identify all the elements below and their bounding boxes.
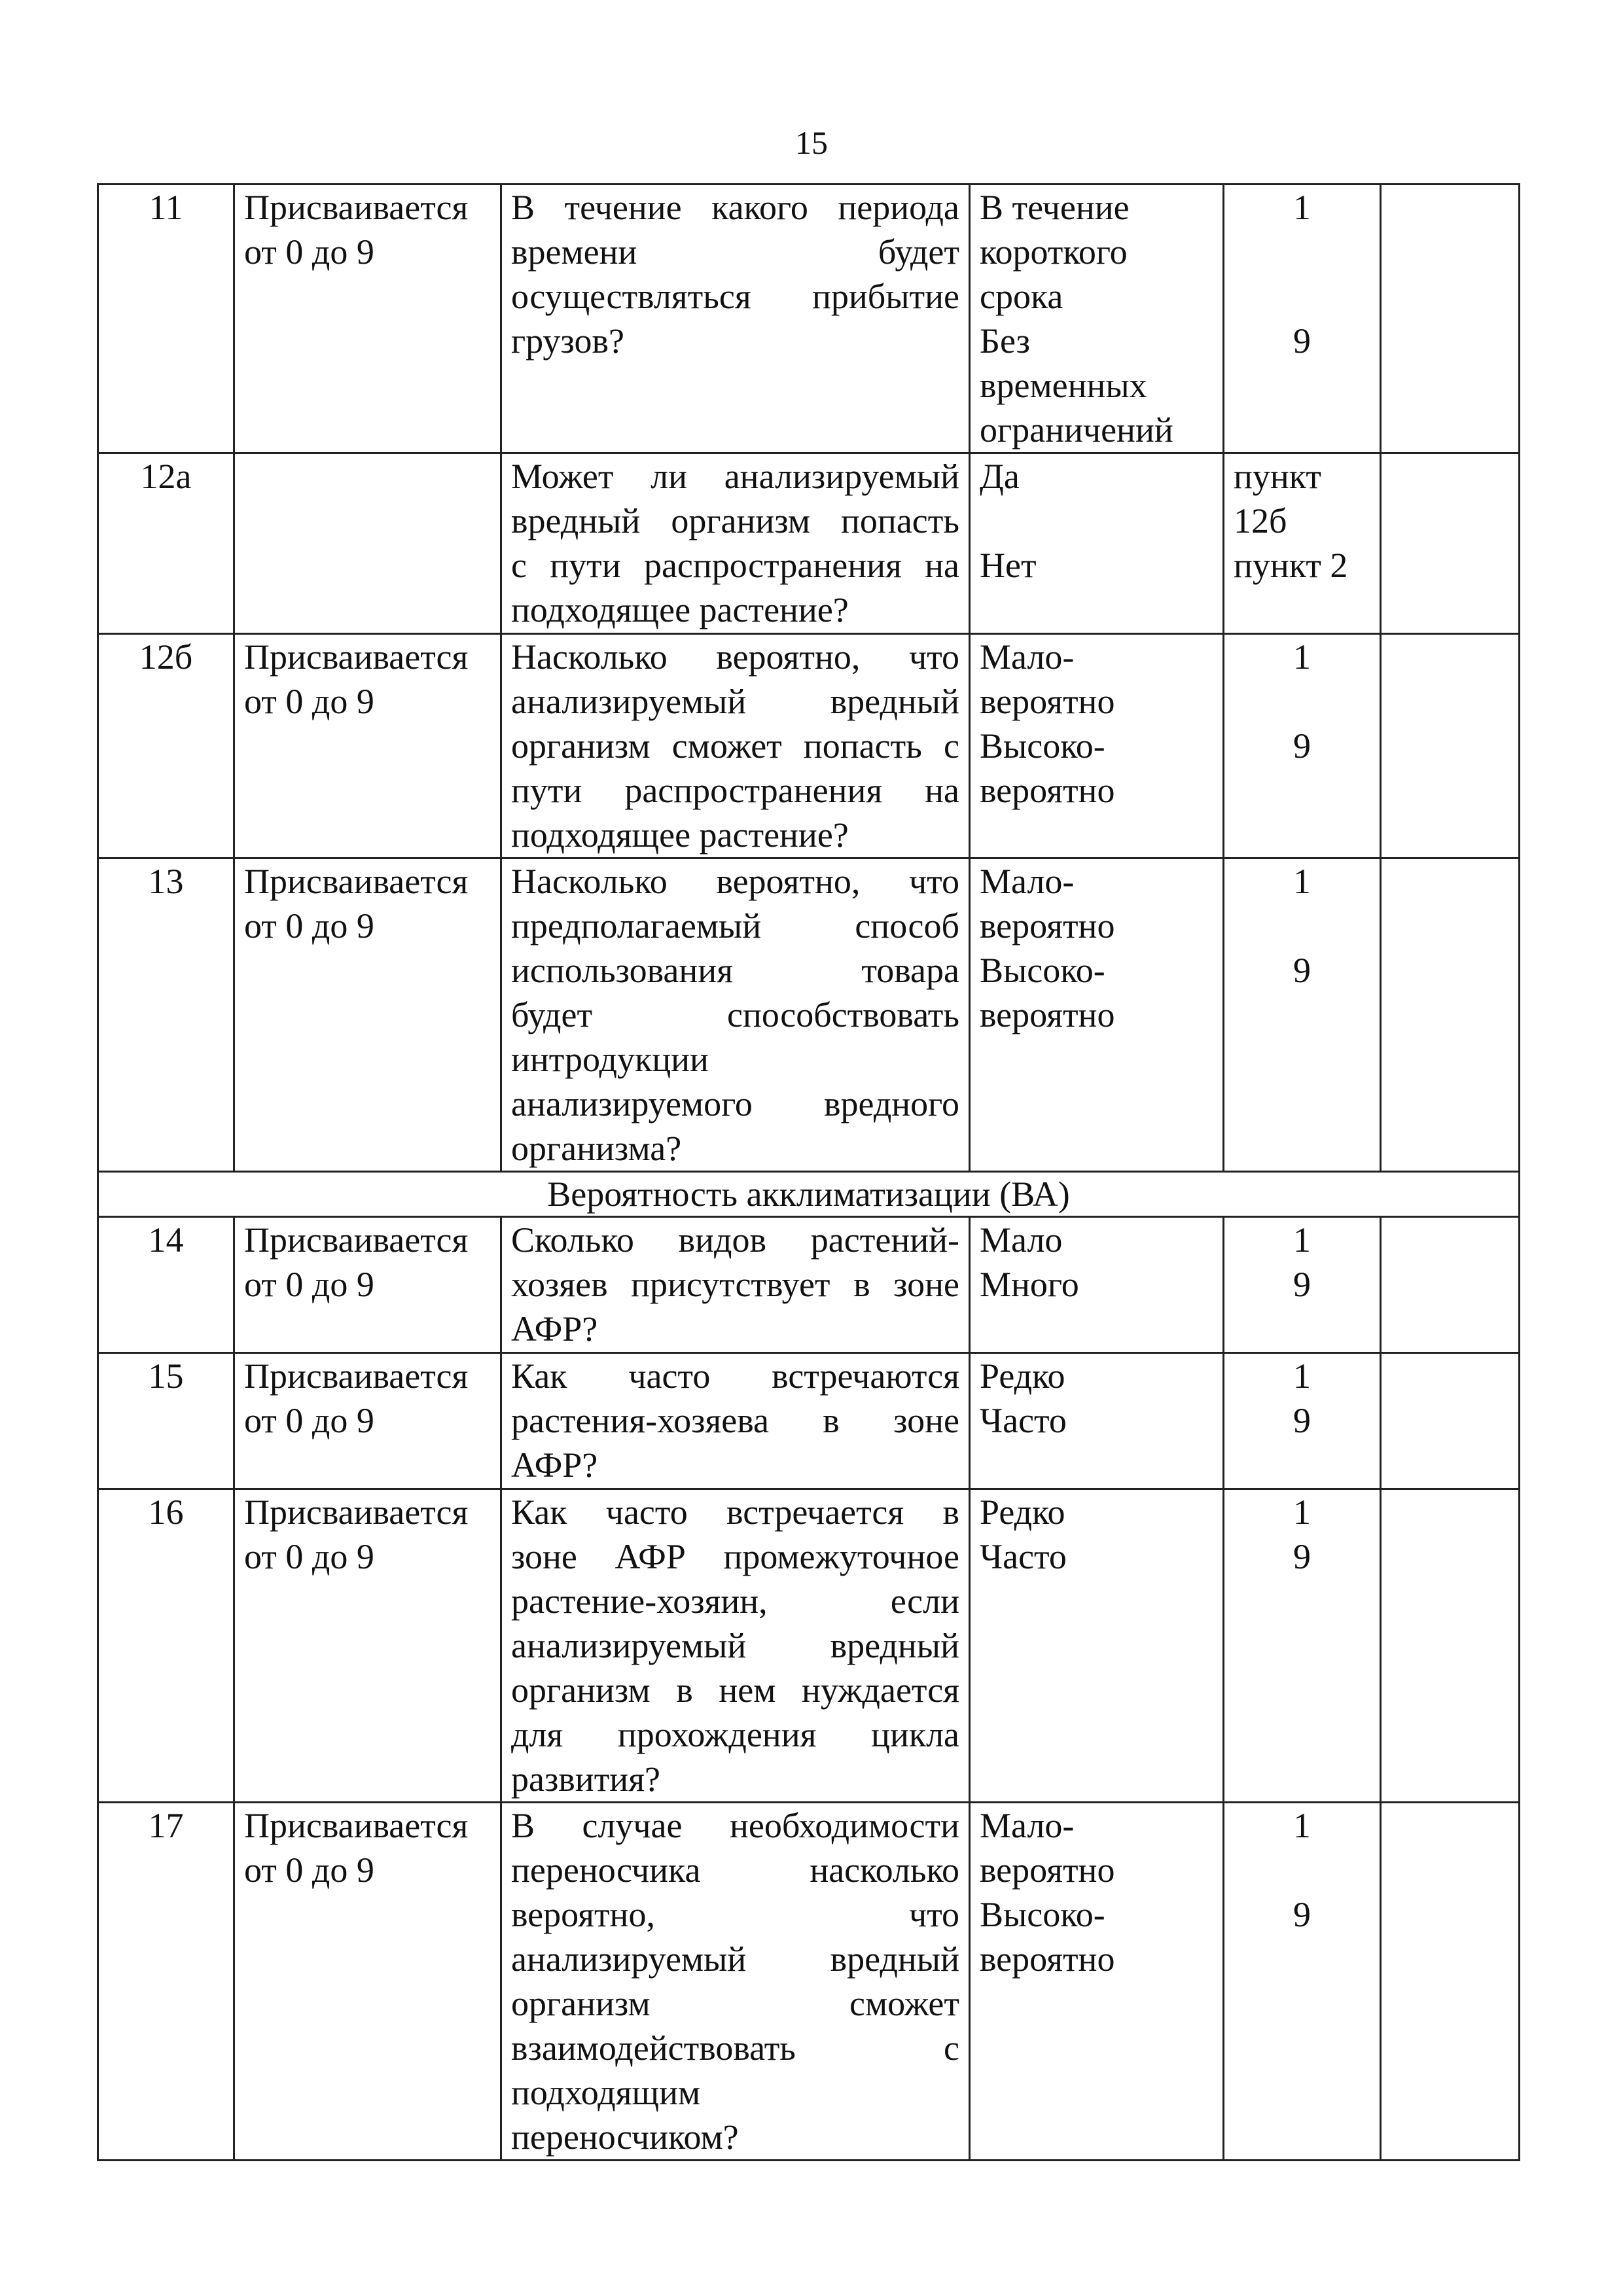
- score-value: [1234, 679, 1370, 724]
- answer-text: [980, 1757, 1213, 1801]
- answer-text: Высоко-: [980, 1895, 1105, 1934]
- question-text: пути распространения на: [511, 771, 959, 810]
- assign-text: Присваивается: [244, 1806, 469, 1845]
- row-number: 12б: [98, 634, 234, 858]
- question-cell: [501, 1353, 970, 1489]
- score-value: [1234, 1623, 1370, 1668]
- question-text: грузов?: [511, 321, 624, 361]
- answer-text: [980, 2070, 1213, 2115]
- question-cell: [501, 1489, 970, 1803]
- answer-text: вероятно: [980, 906, 1115, 945]
- table-row: [98, 453, 1520, 634]
- score-value: [1234, 1443, 1370, 1487]
- score-value: [1234, 363, 1370, 408]
- row-number: 12а: [98, 453, 234, 634]
- assign-cell: [234, 858, 501, 1172]
- answer-text: Много: [980, 1265, 1079, 1304]
- answer-text: [980, 1712, 1213, 1757]
- answer-cell: [970, 453, 1224, 634]
- section-row: [98, 1172, 1520, 1217]
- answer-text: Без: [980, 321, 1030, 361]
- question-text: использования товара: [511, 951, 959, 990]
- answer-text: [980, 1579, 1213, 1623]
- answer-text: ограничений: [980, 410, 1173, 450]
- question-text: интродукции: [511, 1040, 709, 1079]
- assign-text: Присваивается: [244, 862, 469, 901]
- answer-text: [980, 1126, 1213, 1171]
- question-text: с пути распространения на: [511, 546, 959, 585]
- question-text: развития?: [511, 1759, 660, 1799]
- score-value: 9: [1293, 1401, 1311, 1440]
- score-value: [1234, 2026, 1370, 2070]
- assign-cell: [234, 634, 501, 858]
- assign-text: от 0 до 9: [244, 1265, 374, 1304]
- row-number: 16: [98, 1489, 234, 1803]
- question-text: В случае необходимости: [511, 1806, 959, 1845]
- score-value: 1: [1293, 637, 1311, 677]
- answer-text: [980, 1668, 1213, 1712]
- score-cell: [1224, 1803, 1381, 2161]
- answer-text: [980, 813, 1213, 857]
- assign-text: от 0 до 9: [244, 1401, 374, 1440]
- table-row: [98, 185, 1520, 453]
- answer-text: [980, 1307, 1213, 1351]
- score-cell: [1224, 1353, 1381, 1489]
- assign-text: от 0 до 9: [244, 232, 374, 272]
- answer-text: вероятно: [980, 771, 1115, 810]
- score-value: 9: [1293, 1895, 1311, 1934]
- answer-text: Мало-: [980, 637, 1075, 677]
- answer-text: [980, 1981, 1213, 2026]
- answer-cell: [970, 1489, 1224, 1803]
- score-value: [1234, 1307, 1370, 1351]
- answer-text: Высоко-: [980, 951, 1105, 990]
- question-text: будет способствовать: [511, 995, 959, 1034]
- score-value: [1234, 813, 1370, 857]
- table-row: [98, 1803, 1520, 2161]
- blank-cell: [1381, 453, 1520, 634]
- answer-text: Да: [980, 457, 1020, 496]
- score-value: [1234, 274, 1370, 319]
- assign-text: от 0 до 9: [244, 1850, 374, 1890]
- question-text: Может ли анализируемый: [511, 457, 959, 496]
- question-text: организм сможет: [511, 1984, 959, 2023]
- answer-text: [980, 1443, 1213, 1487]
- question-text: АФР?: [511, 1309, 598, 1349]
- table-row: [98, 1217, 1520, 1353]
- score-cell: [1224, 1489, 1381, 1803]
- question-text: АФР?: [511, 1445, 598, 1485]
- score-value: 1: [1293, 188, 1311, 227]
- table-row: [98, 1489, 1520, 1803]
- question-cell: [501, 453, 970, 634]
- question-text: В течение какого периода: [511, 188, 959, 227]
- blank-cell: [1381, 1217, 1520, 1353]
- score-value: 1: [1293, 862, 1311, 901]
- question-cell: [501, 1803, 970, 2161]
- assign-cell: [234, 1353, 501, 1489]
- row-number: 15: [98, 1353, 234, 1489]
- answer-cell: [970, 634, 1224, 858]
- answer-cell: [970, 185, 1224, 453]
- question-cell: [501, 1217, 970, 1353]
- assessment-table: [97, 183, 1520, 2161]
- answer-cell: [970, 858, 1224, 1172]
- question-text: анализируемый вредный: [511, 1626, 959, 1665]
- question-text: Насколько вероятно, что: [511, 862, 959, 901]
- assign-cell: [234, 185, 501, 453]
- question-text: осуществляться прибытие: [511, 277, 959, 316]
- question-text: зоне АФР промежуточное: [511, 1537, 959, 1576]
- question-text: Как часто встречается в: [511, 1492, 959, 1532]
- question-text: подходящим: [511, 2073, 701, 2112]
- answer-text: [980, 1623, 1213, 1668]
- assign-text: Присваивается: [244, 1220, 469, 1260]
- question-cell: [501, 634, 970, 858]
- score-value: [1234, 1712, 1370, 1757]
- question-text: для прохождения цикла: [511, 1715, 959, 1754]
- assign-cell: [234, 453, 501, 634]
- question-text: анализируемый вредный: [511, 682, 959, 721]
- question-text: Насколько вероятно, что: [511, 637, 959, 677]
- score-cell: [1224, 858, 1381, 1172]
- row-number: 14: [98, 1217, 234, 1353]
- section-title: Вероятность акклиматизации (ВА): [98, 1172, 1520, 1217]
- blank-cell: [1381, 634, 1520, 858]
- score-value: [1234, 1126, 1370, 1171]
- answer-text: Часто: [980, 1537, 1067, 1576]
- score-value: [1234, 1848, 1370, 1892]
- answer-text: временных: [980, 366, 1147, 405]
- score-value: 12б: [1234, 501, 1287, 540]
- row-number: 17: [98, 1803, 234, 2161]
- answer-text: Редко: [980, 1492, 1065, 1532]
- answer-text: [980, 2026, 1213, 2070]
- row-number: 13: [98, 858, 234, 1172]
- answer-text: вероятно: [980, 1939, 1115, 1979]
- assign-cell: [234, 1803, 501, 2161]
- question-text: времени будет: [511, 232, 959, 272]
- page-number: 15: [795, 124, 828, 161]
- blank-cell: [1381, 185, 1520, 453]
- answer-text: Нет: [980, 546, 1037, 585]
- score-value: 9: [1293, 1537, 1311, 1576]
- question-cell: [501, 858, 970, 1172]
- answer-text: вероятно: [980, 682, 1115, 721]
- score-cell: [1224, 634, 1381, 858]
- assign-text: Присваивается: [244, 637, 469, 677]
- score-value: 1: [1293, 1220, 1311, 1260]
- answer-text: Редко: [980, 1356, 1065, 1396]
- score-value: пункт: [1234, 457, 1321, 496]
- question-text: предполагаемый способ: [511, 906, 959, 945]
- answer-text: [980, 1037, 1213, 1082]
- score-cell: [1224, 1217, 1381, 1353]
- assign-text: Присваивается: [244, 1492, 469, 1532]
- question-text: подходящее растение?: [511, 590, 849, 629]
- answer-text: [980, 499, 1213, 543]
- score-value: [1234, 230, 1370, 274]
- score-value: [1234, 2115, 1370, 2159]
- answer-text: Мало-: [980, 862, 1075, 901]
- score-value: [1234, 588, 1370, 632]
- question-text: Сколько видов растений-: [511, 1220, 959, 1260]
- answer-cell: [970, 1353, 1224, 1489]
- answer-text: вероятно: [980, 995, 1115, 1034]
- question-text: переносчика насколько: [511, 1850, 959, 1890]
- table-row: [98, 634, 1520, 858]
- answer-cell: [970, 1217, 1224, 1353]
- assign-text: от 0 до 9: [244, 906, 374, 945]
- answer-text: В течение: [980, 188, 1130, 227]
- score-cell: [1224, 453, 1381, 634]
- score-value: [1234, 1937, 1370, 1981]
- score-value: [1234, 1579, 1370, 1623]
- answer-text: короткого: [980, 232, 1128, 272]
- score-value: [1234, 408, 1370, 452]
- question-text: анализируемого вредного: [511, 1084, 959, 1123]
- score-value: 1: [1293, 1492, 1311, 1532]
- score-value: пункт 2: [1234, 546, 1348, 585]
- answer-text: срока: [980, 277, 1063, 316]
- score-value: [1234, 993, 1370, 1037]
- answer-text: вероятно: [980, 1850, 1115, 1890]
- score-value: [1234, 1981, 1370, 2026]
- score-value: 9: [1293, 951, 1311, 990]
- blank-cell: [1381, 1489, 1520, 1803]
- question-text: взаимодействовать с: [511, 2028, 959, 2068]
- assign-text: от 0 до 9: [244, 1537, 374, 1576]
- answer-cell: [970, 1803, 1224, 2161]
- score-value: [1234, 768, 1370, 813]
- question-text: вредный организм попасть: [511, 501, 959, 540]
- answer-text: Мало-: [980, 1806, 1075, 1845]
- blank-cell: [1381, 858, 1520, 1172]
- row-number: 11: [98, 185, 234, 453]
- question-text: организма?: [511, 1129, 682, 1168]
- answer-text: [980, 1082, 1213, 1126]
- score-value: 1: [1293, 1356, 1311, 1396]
- question-text: организм в нем нуждается: [511, 1670, 959, 1710]
- assign-text: от 0 до 9: [244, 682, 374, 721]
- question-text: подходящее растение?: [511, 815, 849, 855]
- answer-text: Мало: [980, 1220, 1063, 1260]
- score-value: [1234, 1757, 1370, 1801]
- question-text: Как часто встречаются: [511, 1356, 959, 1396]
- score-value: 1: [1293, 1806, 1311, 1845]
- question-text: переносчиком?: [511, 2117, 739, 2157]
- score-value: [1234, 904, 1370, 948]
- score-value: 9: [1293, 1265, 1311, 1304]
- assign-text: Присваивается: [244, 188, 469, 227]
- answer-text: [980, 2115, 1213, 2159]
- score-value: [1234, 1037, 1370, 1082]
- answer-text: Часто: [980, 1401, 1067, 1440]
- question-cell: [501, 185, 970, 453]
- assign-cell: [234, 1489, 501, 1803]
- answer-text: Высоко-: [980, 726, 1105, 766]
- score-value: 9: [1293, 726, 1311, 766]
- assign-cell: [234, 1217, 501, 1353]
- question-text: анализируемый вредный: [511, 1939, 959, 1979]
- question-text: организм сможет попасть с: [511, 726, 959, 766]
- score-value: [1234, 1668, 1370, 1712]
- score-value: 9: [1293, 321, 1311, 361]
- question-text: растение-хозяин, если: [511, 1581, 959, 1621]
- table-row: [98, 858, 1520, 1172]
- table-row: [98, 1353, 1520, 1489]
- blank-cell: [1381, 1803, 1520, 2161]
- blank-cell: [1381, 1353, 1520, 1489]
- question-text: вероятно, что: [511, 1895, 959, 1934]
- score-value: [1234, 2070, 1370, 2115]
- score-value: [1234, 1082, 1370, 1126]
- question-text: растения-хозяева в зоне: [511, 1401, 959, 1440]
- score-cell: [1224, 185, 1381, 453]
- question-text: хозяев присутствует в зоне: [511, 1265, 959, 1304]
- answer-text: [980, 588, 1213, 632]
- assign-text: Присваивается: [244, 1356, 469, 1396]
